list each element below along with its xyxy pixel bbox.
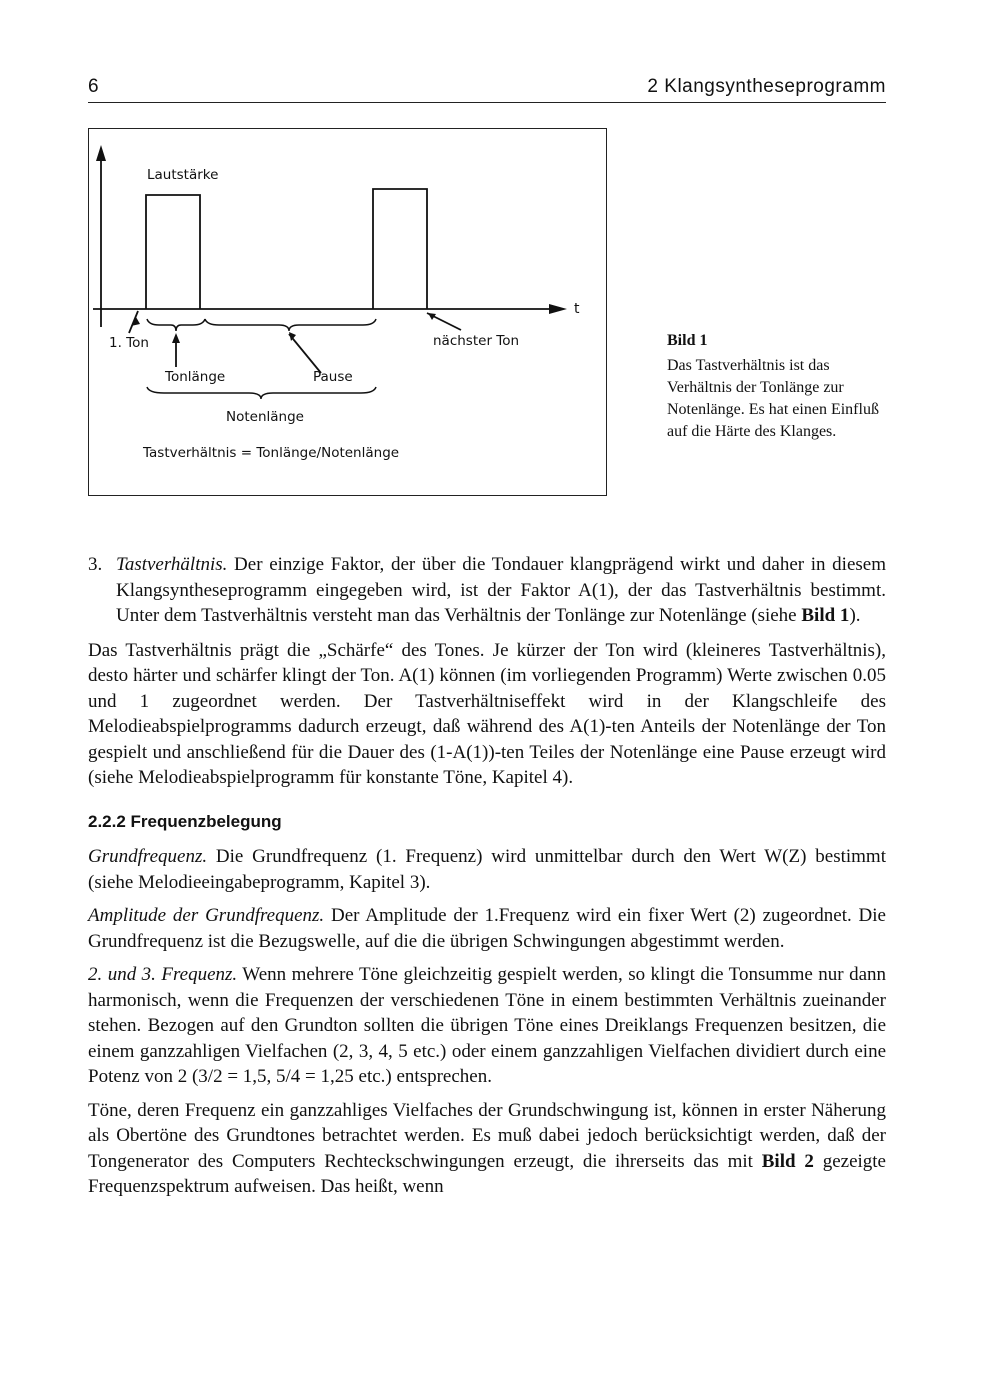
paragraph-body-a: Töne, deren Frequenz ein ganzzahliges Vielfaches der Grundschwingung ist, können in erster Näherung als Obertöne des Grundtones betrachtet werden. Es muß dabei jedoch berücksichtigt werden, daß der Tongenerator des Computers Rechteckschwingungen erzeugt, die ihrerseits das mit <box>88 1099 886 1172</box>
tone-length-brace <box>147 319 205 331</box>
paragraph-lead: Grundfrequenz. <box>88 846 208 867</box>
first-tone-label: 1. Ton <box>109 335 149 351</box>
note-length-label: Notenlänge <box>226 409 304 425</box>
duty-cycle-diagram <box>89 129 606 495</box>
list-item-lead: Tastverhältnis. <box>116 554 228 575</box>
pulse-first-tone <box>146 195 200 309</box>
tone-length-label: Tonlänge <box>165 369 226 385</box>
running-title: 2 Klangsyntheseprogramm <box>647 76 886 97</box>
paragraph-frequencies-2-3 <box>88 962 886 1090</box>
y-axis-arrow <box>96 145 106 161</box>
paragraph-lead: 2. und 3. Frequenz. <box>88 964 238 985</box>
next-tone-label: nächster Ton <box>433 333 520 349</box>
pause-label: Pause <box>313 369 353 385</box>
paragraph-body-b: gezeigte Frequenzspektrum aufweisen. Das heißt, wenn <box>88 1150 886 1197</box>
list-item-body-b: ). <box>849 605 861 626</box>
figure-bild-1 <box>88 128 607 496</box>
list-item-number: 3. <box>88 554 103 575</box>
formula-label: Tastverhältnis = Tonlänge/Notenlänge <box>143 445 400 461</box>
paragraph-body: Wenn mehrere Töne gleichzeitig gespielt werden, so klingt die Tonsumme nur dann harmonisch, wenn die Frequenzen der verschiedenen Töne in einem bestimmten Verhältnis zueinander stehen. Bezogen auf den Grundton sollten die übrigen Töne eines Dreiklangs Frequenzen besitzen, die einem ganzzahligen Vielfachen (2, 3, 4, 5 etc.) oder einem ganzzahligen Vielfachen dividiert durch eine Potenz von 2 (3/2 = 1,5, 5/4 = 1,25 etc.) entsprechen. <box>88 964 887 1087</box>
figure-reference-1: Bild 1 <box>801 605 850 626</box>
y-axis-label: Lautstärke <box>147 167 219 183</box>
pause-brace <box>205 319 376 331</box>
paragraph-duty-cycle: Das Tastverhältnis prägt die „Schärfe“ des Tones. Je kürzer der Ton wird (kleineres Tastverhältnis), desto härter und schärfer klingt der Ton. A(1) können (im vorliegenden Programm) Werte zwischen 0.05 und 1 zugeordnet werden. Der Tastverhältniseffekt wird in der Klangschleife des Melodieabspielprogramms dadurch erzeugt, daß während des A(1)-ten Anteils der Notenlänge der Ton gespielt und anschließend für die Dauer des (1-A(1))-ten Teiles der Notenlänge eine Pause erzeugt wird (siehe Melodieabspielprogramm für konstante Töne, Kapitel 4). <box>88 639 886 788</box>
first-tone-arrow <box>131 317 140 326</box>
paragraph-overtones <box>88 1098 886 1200</box>
caption-title: Bild 1 <box>667 332 708 349</box>
t-axis-label: t <box>574 301 580 317</box>
section-heading: 2.2.2 Frequenzbelegung <box>88 811 282 831</box>
note-length-brace <box>147 387 376 399</box>
figure-caption <box>667 330 892 443</box>
paragraph-body: Der Amplitude der 1.Frequenz wird ein fixer Wert (2) zugeordnet. Die Grundfrequenz ist die Bezugswelle, auf die die übrigen Schwingungen abgestimmt werden. <box>88 905 886 952</box>
page-number: 6 <box>88 76 99 97</box>
paragraph-amplitude <box>88 903 886 954</box>
tone-length-arrow <box>172 333 180 343</box>
caption-text: Das Tastverhältnis ist das Verhältnis der Tonlänge zur Notenlänge. Es hat einen Einfluß auf die Härte des Klanges. <box>667 357 879 440</box>
page-header <box>88 76 886 103</box>
list-item-text <box>116 552 886 629</box>
pulse-next-tone <box>373 189 427 309</box>
list-item-body-a: Der einzige Faktor, der über die Tondauer klangprägend wirkt und daher in diesem Klangsyntheseprogramm eingegeben wird, ist der Faktor A(1), der das Tastverhältnis bestimmt. Unter dem Tastverhältnis versteht man das Verhältnis der Tonlänge zur Notenlänge (siehe <box>116 554 886 626</box>
body-text <box>88 552 886 1208</box>
figure-reference-2: Bild 2 <box>761 1150 814 1172</box>
paragraph-fundamental <box>88 844 886 895</box>
time-axis-arrow <box>549 304 567 314</box>
pause-pointer <box>289 334 321 373</box>
paragraph-lead: Amplitude der Grundfrequenz. <box>88 905 325 926</box>
list-item-3 <box>88 552 886 629</box>
paragraph-body: Die Grundfrequenz (1. Frequenz) wird unmittelbar durch den Wert W(Z) bestimmt (siehe Melodieeingabeprogramm, Kapitel 3). <box>88 846 886 893</box>
